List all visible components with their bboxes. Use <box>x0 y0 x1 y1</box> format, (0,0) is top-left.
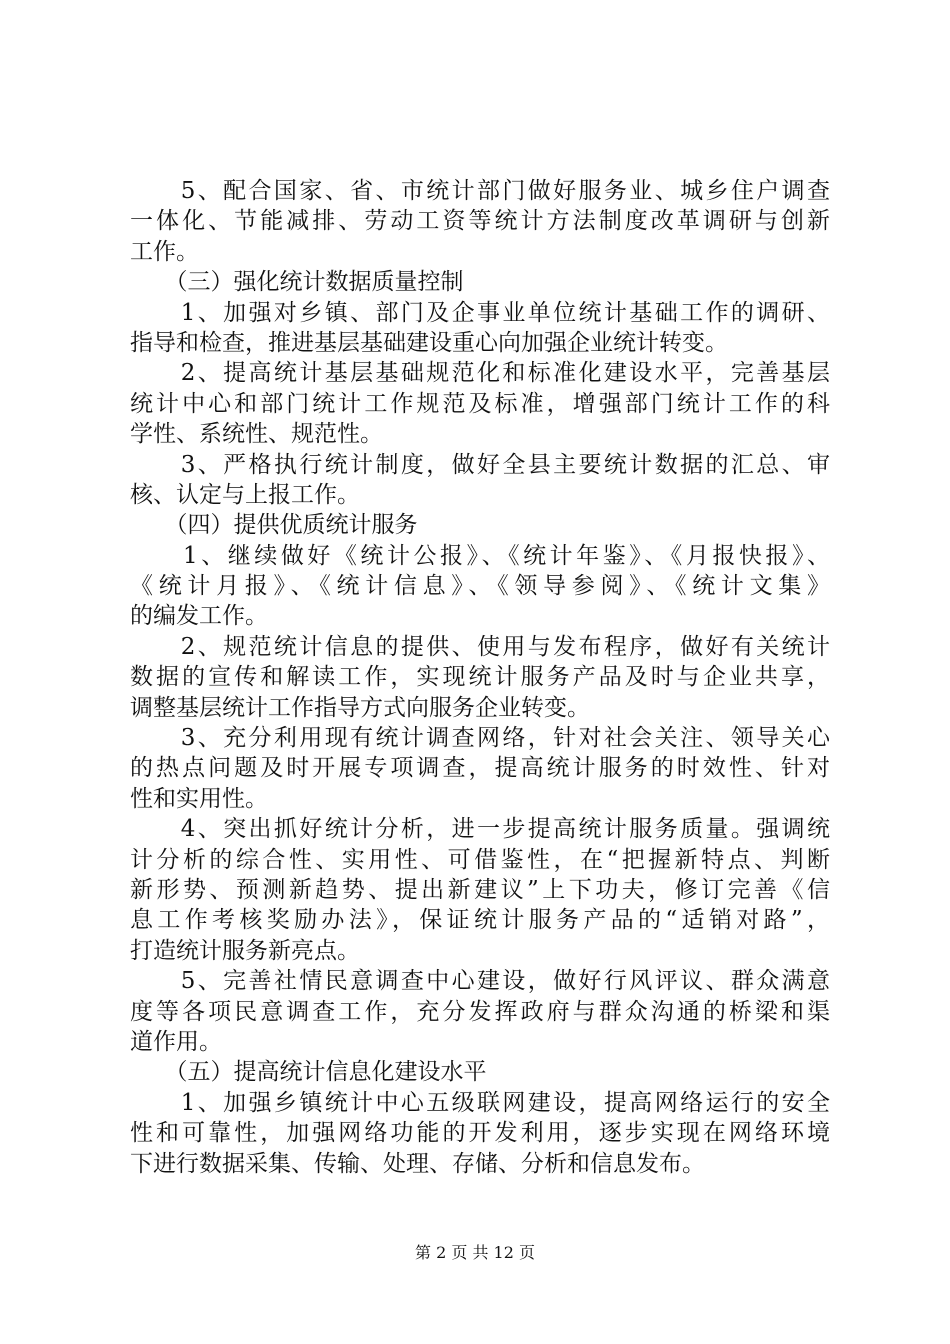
page-footer: 第 2 页 共 12 页 <box>415 1243 535 1262</box>
text-line: （五）提高统计信息化建设水平 <box>130 1059 487 1086</box>
text-line: 数据的宣传和解读工作，实现统计服务产品及时与企业共享， <box>130 664 830 691</box>
text-line: 打造统计服务新亮点。 <box>130 937 360 964</box>
text-line: 3、严格执行统计制度，做好全县主要统计数据的汇总、审 <box>130 451 830 478</box>
text-line: 的编发工作。 <box>130 603 268 630</box>
text-line: 4、突出抓好统计分析，进一步提高统计服务质量。强调统 <box>130 816 830 843</box>
text-line: （四）提供优质统计服务 <box>130 512 418 539</box>
text-line: 道作用。 <box>130 1028 222 1055</box>
text-line: 1、加强对乡镇、部门及企事业单位统计基础工作的调研、 <box>130 299 830 326</box>
text-line: 2、提高统计基层基础规范化和标准化建设水平，完善基层 <box>130 360 830 387</box>
text-line: 2、规范统计信息的提供、使用与发布程序，做好有关统计 <box>130 633 830 660</box>
text-line: 下进行数据采集、传输、处理、存储、分析和信息发布。 <box>130 1150 705 1177</box>
text-line: 一体化、节能减排、劳动工资等统计方法制度改革调研与创新 <box>130 208 830 235</box>
text-line: 5、配合国家、省、市统计部门做好服务业、城乡住户调查 <box>130 178 830 204</box>
text-line: 指导和检查，推进基层基础建设重心向加强企业统计转变。 <box>130 329 728 356</box>
text-line: 《统计月报》、《统计信息》、《领导参阅》、《统计文集》 <box>130 573 830 600</box>
text-line: 度等各项民意调查工作，充分发挥政府与群众沟通的桥梁和渠 <box>130 998 830 1025</box>
text-line: 1、继续做好《统计公报》、《统计年鉴》、《月报快报》、 <box>130 542 830 569</box>
text-line: 核、认定与上报工作。 <box>130 481 360 508</box>
text-line: 5、完善社情民意调查中心建设，做好行风评议、群众满意 <box>130 968 830 995</box>
text-line: 的热点问题及时开展专项调查，提高统计服务的时效性、针对 <box>130 755 830 782</box>
text-line: 性和实用性。 <box>130 785 268 812</box>
text-line: 性和可靠性，加强网络功能的开发利用，逐步实现在网络环境 <box>130 1120 830 1147</box>
text-line: 工作。 <box>130 238 199 265</box>
text-line: （三）强化统计数据质量控制 <box>130 269 464 296</box>
text-line: 3、充分利用现有统计调查网络，针对社会关注、领导关心 <box>130 725 830 752</box>
text-line: 调整基层统计工作指导方式向服务企业转变。 <box>130 694 590 721</box>
document-body <box>130 176 830 1179</box>
text-line: 息工作考核奖励办法》，保证统计服务产品的“适销对路”， <box>130 907 830 934</box>
text-line: 1、加强乡镇统计中心五级联网建设，提高网络运行的安全 <box>130 1089 830 1116</box>
text-line: 统计中心和部门统计工作规范及标准，增强部门统计工作的科 <box>130 390 830 417</box>
text-line: 计分析的综合性、实用性、可借鉴性，在“把握新特点、判断 <box>130 846 830 873</box>
text-line: 新形势、预测新趋势、提出新建议”上下功夫，修订完善《信 <box>130 876 830 903</box>
text-line: 学性、系统性、规范性。 <box>130 421 383 448</box>
